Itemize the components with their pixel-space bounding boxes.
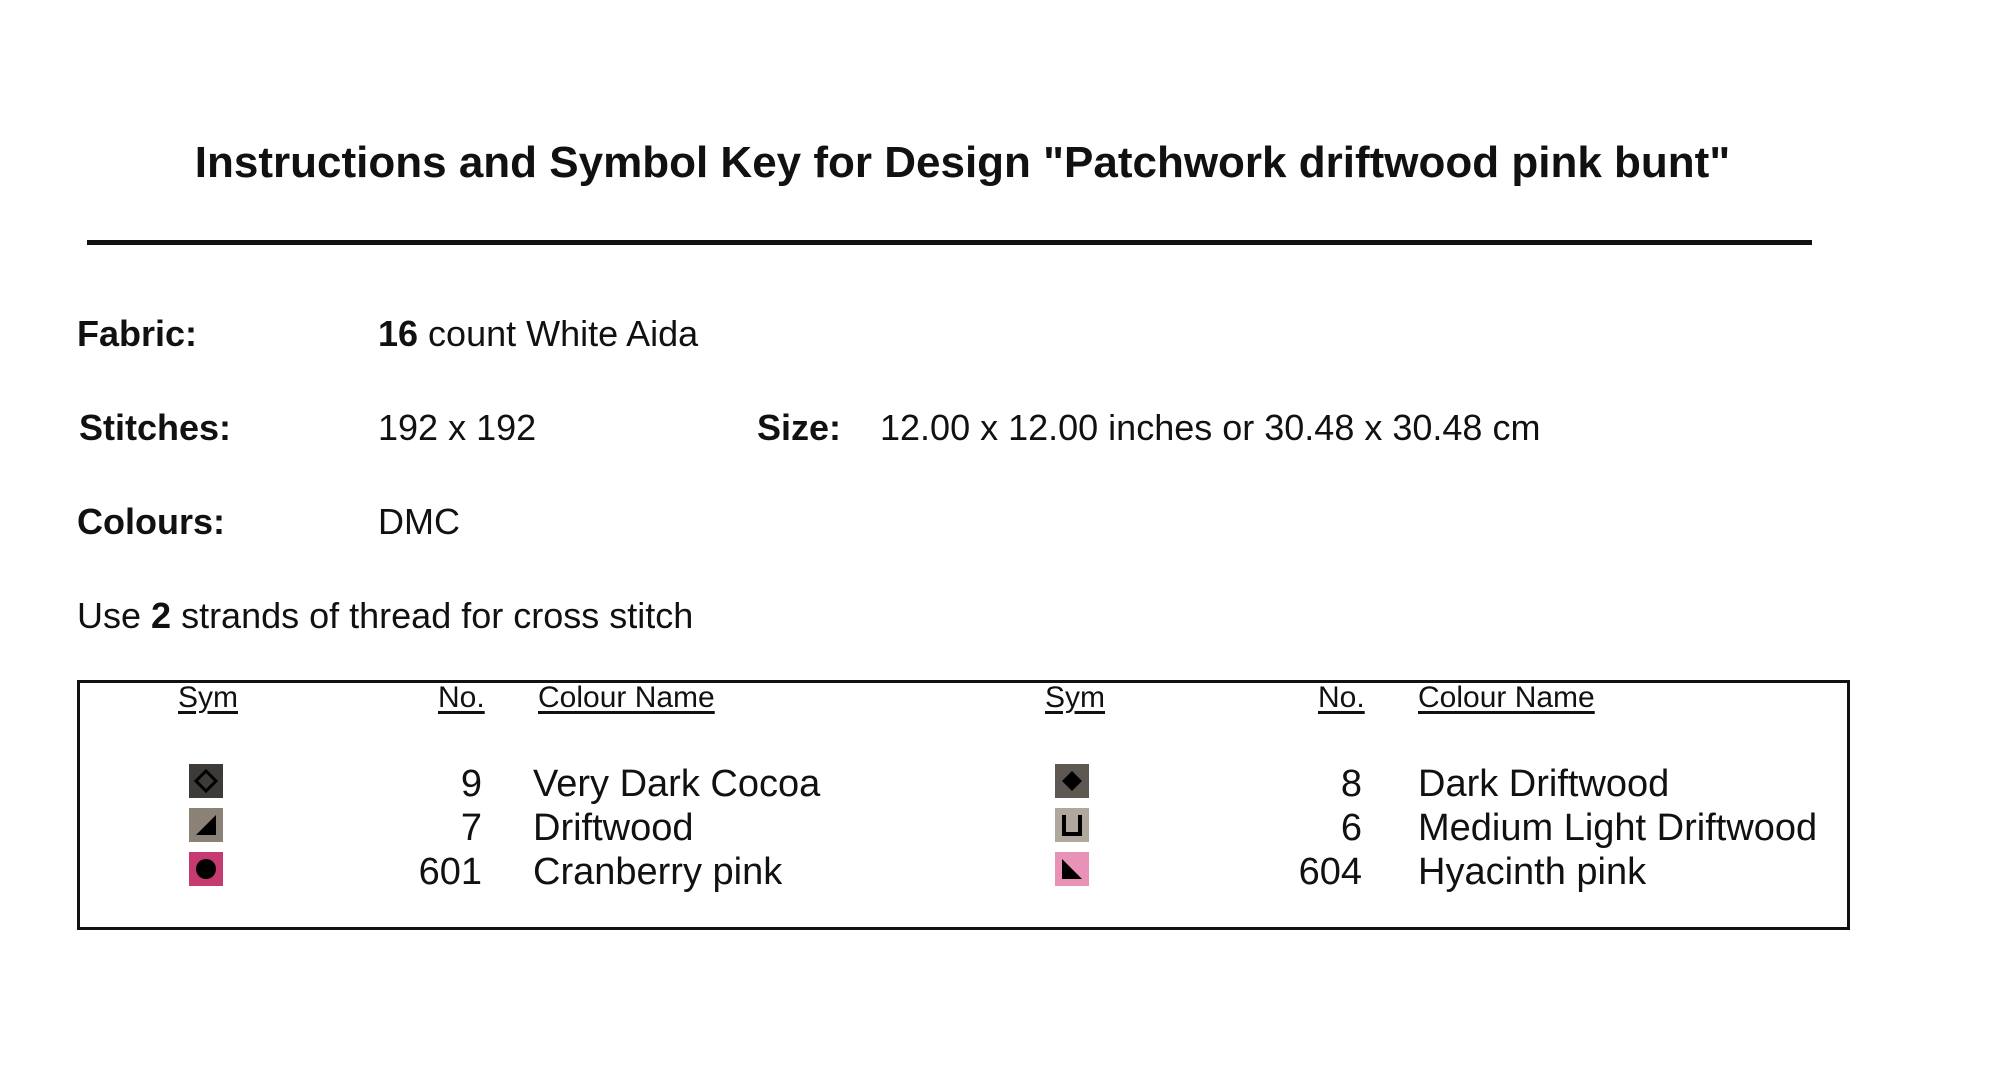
fabric-count: 16	[378, 313, 419, 354]
colour-number: 9	[460, 763, 482, 805]
triangle-corner-icon	[1055, 852, 1089, 886]
symbol-swatch	[189, 808, 223, 842]
symbol-swatch	[1055, 852, 1089, 886]
colour-name: Cranberry pink	[533, 851, 783, 893]
colours-label: Colours:	[77, 501, 225, 542]
cup-outline-icon	[1055, 808, 1089, 842]
strands-suffix: strands of thread for cross stitch	[171, 595, 694, 636]
left-sym-header: Sym	[178, 681, 238, 714]
symbol-swatch	[1055, 808, 1089, 842]
right-colour-name-header: Colour Name	[1418, 681, 1595, 714]
title-divider	[87, 240, 1812, 245]
page-title: Instructions and Symbol Key for Design "Patchwork driftwood pink bunt"	[194, 138, 1731, 187]
colour-name: Driftwood	[533, 807, 694, 849]
symbol-swatch	[189, 764, 223, 798]
symbol-swatch	[189, 852, 223, 886]
colour-name: Dark Driftwood	[1418, 763, 1670, 805]
stitches-value: 192 x 192	[378, 407, 537, 448]
fabric-value	[378, 312, 698, 356]
strands-prefix: Use	[77, 595, 152, 636]
stitches-label: Stitches:	[79, 407, 232, 448]
colours-value: DMC	[378, 501, 460, 542]
strands-instruction	[77, 594, 693, 638]
colour-number: 601	[418, 851, 482, 893]
fabric-label: Fabric:	[77, 313, 198, 354]
left-no-header: No.	[438, 681, 485, 714]
left-colour-name-header: Colour Name	[538, 681, 715, 714]
size-label: Size:	[757, 407, 842, 448]
strands-count: 2	[151, 595, 172, 636]
triangle-half-icon	[189, 808, 223, 842]
diamond-outline-icon	[189, 764, 223, 798]
circle-filled-icon	[189, 852, 223, 886]
colour-number: 6	[1340, 807, 1362, 849]
colour-name: Medium Light Driftwood	[1418, 807, 1818, 849]
symbol-swatch	[1055, 764, 1089, 798]
size-value: 12.00 x 12.00 inches or 30.48 x 30.48 cm	[880, 407, 1541, 448]
right-no-header: No.	[1318, 681, 1365, 714]
colour-number: 8	[1340, 763, 1362, 805]
colour-name: Hyacinth pink	[1418, 851, 1647, 893]
colour-number: 604	[1298, 851, 1362, 893]
colour-name: Very Dark Cocoa	[533, 763, 821, 805]
diamond-filled-icon	[1055, 764, 1089, 798]
fabric-description: count White Aida	[418, 313, 699, 354]
colour-number: 7	[460, 807, 482, 849]
right-sym-header: Sym	[1045, 681, 1105, 714]
